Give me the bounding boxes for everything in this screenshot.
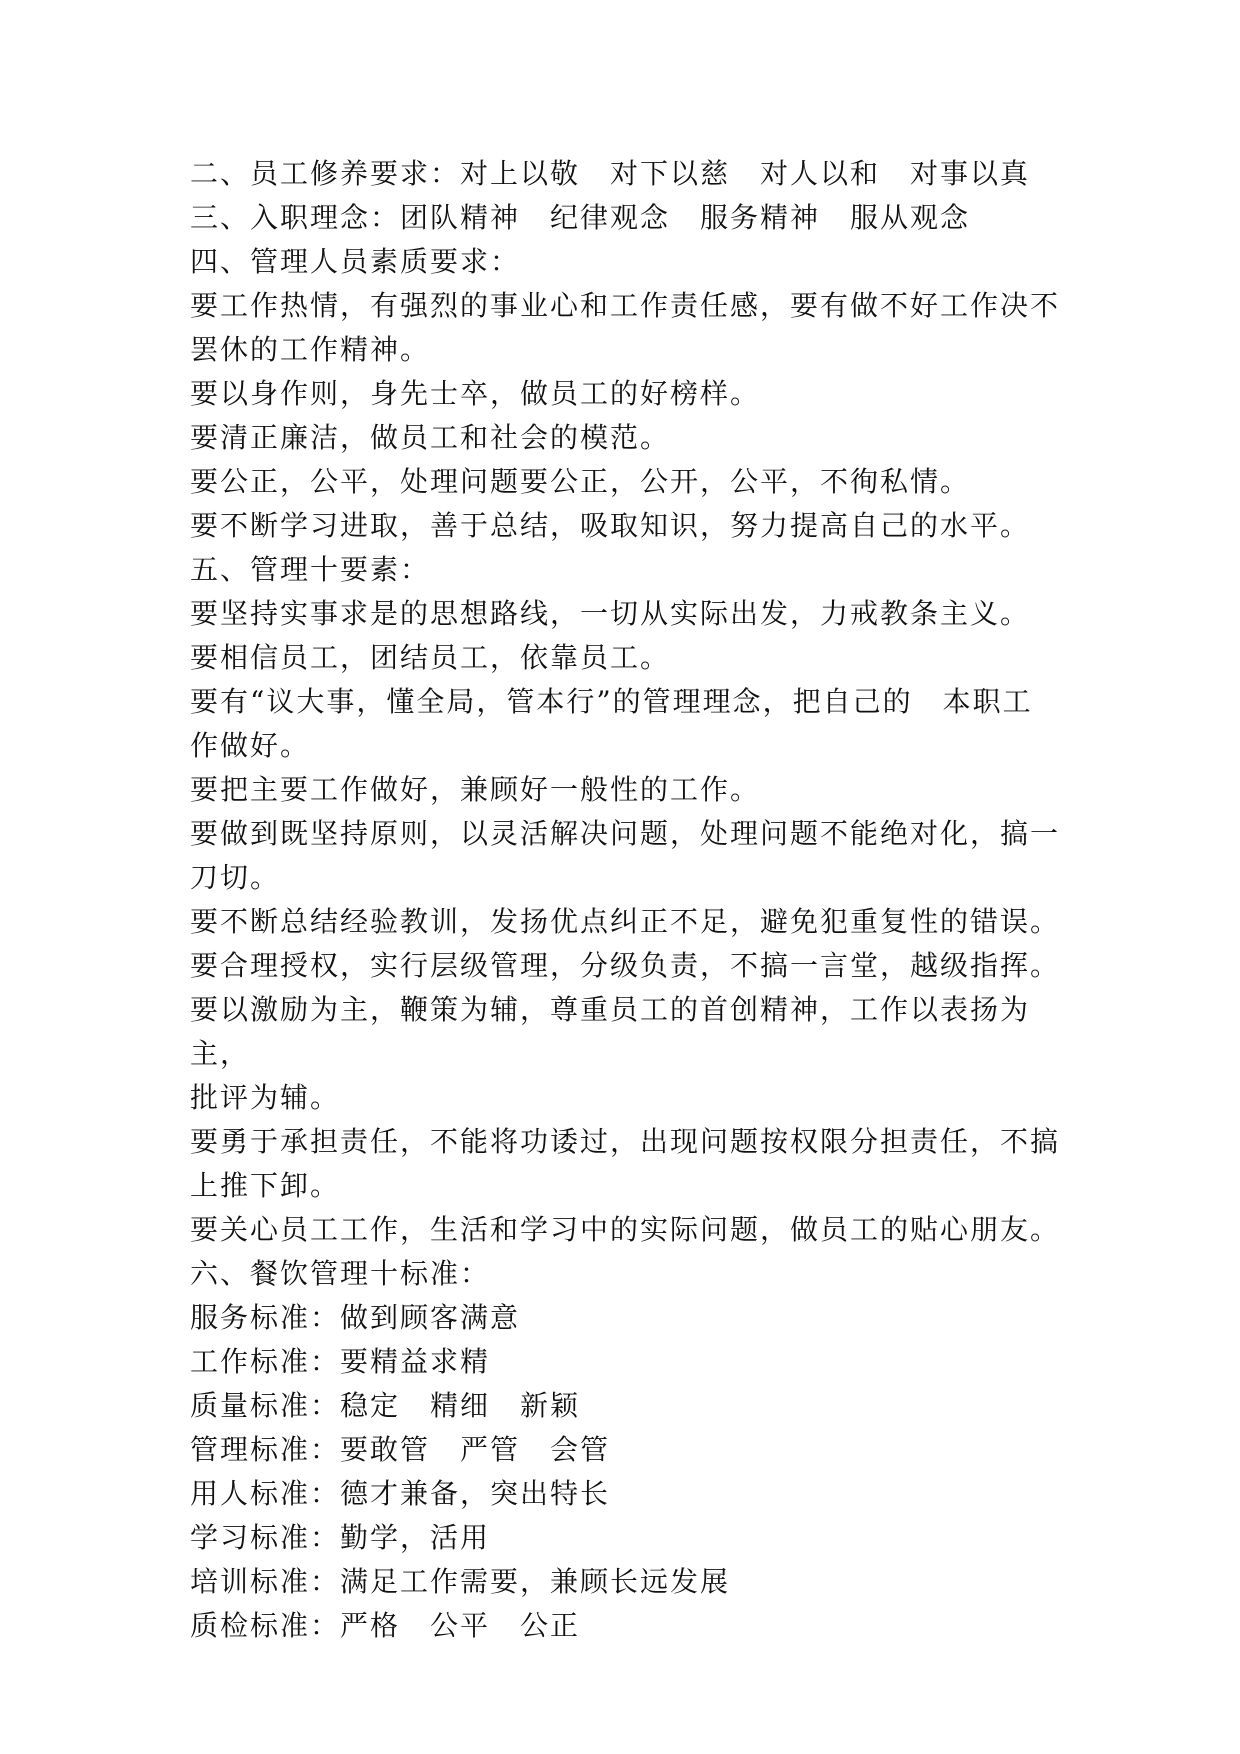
standard-item: 质量标准：稳定 精细 新颖 — [190, 1389, 581, 1422]
section-4-heading: 四、管理人员素质要求： — [190, 245, 521, 278]
text-line: 作做好。 — [190, 729, 311, 762]
standard-item: 培训标准：满足工作需要，兼顾长远发展 — [190, 1565, 731, 1598]
text-line: 要把主要工作做好，兼顾好一般性的工作。 — [190, 773, 761, 806]
standard-item: 服务标准：做到顾客满意 — [190, 1301, 521, 1334]
standard-item: 学习标准：勤学，活用 — [190, 1521, 491, 1554]
document-body — [190, 152, 1070, 1648]
text-line: 要关心员工工作，生活和学习中的实际问题，做员工的贴心朋友。 — [190, 1213, 1061, 1246]
text-line: 要公正，公平，处理问题要公正，公开，公平，不徇私情。 — [190, 465, 971, 498]
section-6-heading: 六、餐饮管理十标准： — [190, 1257, 491, 1290]
text-line: 要不断总结经验教训，发扬优点纠正不足，避免犯重复性的错误。 — [190, 905, 1061, 938]
text-line: 要有“议大事，懂全局，管本行”的管理理念，把自己的 本职工 — [190, 685, 1033, 718]
section-2-heading: 二、员工修养要求：对上以敬 对下以慈 对人以和 对事以真 — [190, 157, 1031, 190]
text-line: 要勇于承担责任，不能将功诿过，出现问题按权限分担责任，不搞 — [190, 1125, 1061, 1158]
section-5-heading: 五、管理十要素： — [190, 553, 431, 586]
text-line: 要不断学习进取，善于总结，吸取知识，努力提高自己的水平。 — [190, 509, 1031, 542]
text-line: 要清正廉洁，做员工和社会的模范。 — [190, 421, 671, 454]
text-line: 刀切。 — [190, 861, 281, 894]
standard-item: 工作标准：要精益求精 — [190, 1345, 491, 1378]
section-3-heading: 三、入职理念：团队精神 纪律观念 服务精神 服从观念 — [190, 201, 971, 234]
standard-item: 用人标准：德才兼备，突出特长 — [190, 1477, 611, 1510]
standard-item: 质检标准：严格 公平 公正 — [190, 1609, 581, 1642]
standard-item: 管理标准：要敢管 严管 会管 — [190, 1433, 611, 1466]
text-line: 上推下卸。 — [190, 1169, 341, 1202]
text-line: 要坚持实事求是的思想路线，一切从实际出发，力戒教条主义。 — [190, 597, 1031, 630]
text-line: 批评为辅。 — [190, 1081, 341, 1114]
text-line: 要工作热情，有强烈的事业心和工作责任感，要有做不好工作决不 — [190, 289, 1061, 322]
text-line: 罢休的工作精神。 — [190, 333, 431, 366]
text-line: 要相信员工，团结员工，依靠员工。 — [190, 641, 671, 674]
text-line: 要以激励为主，鞭策为辅，尊重员工的首创精神，工作以表扬为主， — [190, 993, 1031, 1070]
text-line: 要做到既坚持原则，以灵活解决问题，处理问题不能绝对化，搞一 — [190, 817, 1061, 850]
text-line: 要合理授权，实行层级管理，分级负责，不搞一言堂，越级指挥。 — [190, 949, 1061, 982]
text-line: 要以身作则，身先士卒，做员工的好榜样。 — [190, 377, 761, 410]
